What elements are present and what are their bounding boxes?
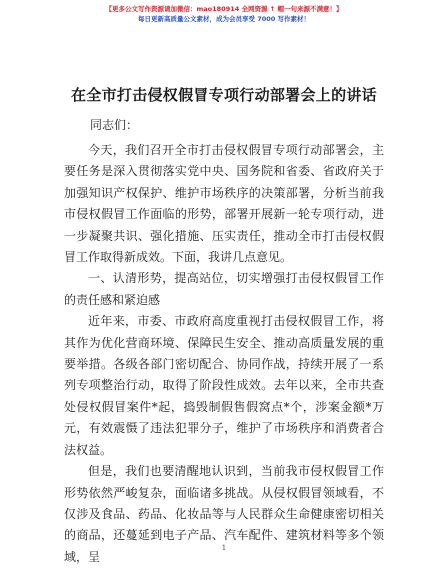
promo-banner-line-1: 【更多公文写作资源请加微信：mao180914 全网资源 ↑ 帽一句来源不满意！】 (105, 5, 343, 13)
section-heading-1: 一、认清形势，提高站位，切实增强打击侵权假冒工作的责任感和紧迫感 (64, 271, 384, 307)
paragraph-challenges: 但是，我们也要清醒地认识到，当前我市侵权假冒工作形势依然严峻复杂，面临诸多挑战。从侵权假冒领域看，不仅涉及食品、药品、化妆品等与人民群众生命健康密切相关的商品，还蔓延到电子产品、汽车配件、建筑材料等多个领域，呈 (64, 464, 384, 564)
salutation: 同志们： (90, 118, 139, 132)
paragraph-achievements: 近年来，市委、市政府高度重视打击侵权假冒工作，将其作为优化营商环境、保障民生安全、推动高质量发展的重要举措。各级各部门密切配合、协同作战，持续开展了一系列专项整治行动，取得了阶段性成效。去年以来，全市共查处侵权假冒案件*起，捣毁制假售假窝点*个，涉案金额*万元，有效震慑了违法犯罪分子，维护了市场秩序和消费者合法权益。 (64, 314, 384, 457)
document-title: 在全市打击侵权假冒专项行动部署会上的讲话 (70, 86, 377, 104)
promo-banner (0, 4, 448, 24)
page-number: 1 (221, 544, 227, 552)
paragraph-intro: 今天，我们召开全市打击侵权假冒专项行动部署会，主要任务是深入贯彻落实党中央、国务院和省委、省政府关于加强知识产权保护、维护市场秩序的决策部署，分析当前我市侵权假冒工作面临的形势，部署开展新一轮专项行动，进一步凝聚共识、强化措施、压实责任，推动全市打击侵权假冒工作取得新成效。下面，我讲几点意见。 (64, 143, 384, 265)
document-body (64, 140, 384, 568)
promo-banner-line-2: 每日更新高质量公文素材，成为会员享受 7000 写作素材！ (137, 15, 311, 23)
